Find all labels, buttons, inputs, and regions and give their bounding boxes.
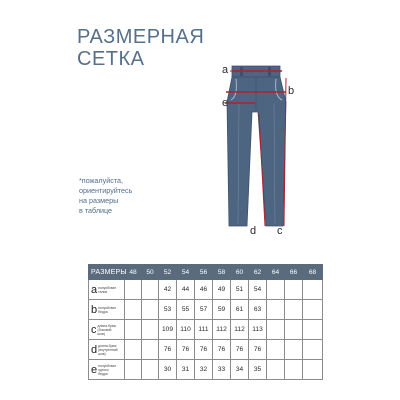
table-cell: 113 xyxy=(249,320,267,340)
table-cell: 49 xyxy=(213,280,231,300)
header-size: 62 xyxy=(249,265,267,280)
table-cell: 112 xyxy=(213,320,231,340)
table-cell: 61 xyxy=(231,300,249,320)
table-cell: 33 xyxy=(213,360,231,380)
row-letter: c xyxy=(91,323,97,336)
table-cell xyxy=(303,280,323,300)
table-cell: 42 xyxy=(159,280,177,300)
note-line: на размеры xyxy=(79,196,119,205)
table-row xyxy=(89,360,323,380)
table-cell xyxy=(303,320,323,340)
header-size: 56 xyxy=(195,265,213,280)
table-cell xyxy=(267,320,285,340)
table-cell xyxy=(285,280,303,300)
row-description: полуобхват бедра xyxy=(98,305,116,314)
pants-body xyxy=(227,77,286,226)
row-label xyxy=(89,280,125,300)
table-cell xyxy=(142,320,159,340)
header-size: 66 xyxy=(285,265,303,280)
table-cell xyxy=(142,360,159,380)
table-cell xyxy=(267,280,285,300)
table-cell xyxy=(125,340,142,360)
table-header-row xyxy=(89,265,323,280)
diagram-label-e: e xyxy=(222,97,229,109)
table-row xyxy=(89,300,323,320)
note-line: в таблице xyxy=(79,206,113,215)
table-cell: 44 xyxy=(177,280,195,300)
table-cell: 53 xyxy=(159,300,177,320)
note-line: ориентируйтесь xyxy=(79,186,133,195)
table-cell: 110 xyxy=(177,320,195,340)
size-note xyxy=(79,176,132,216)
table-cell: 35 xyxy=(249,360,267,380)
header-size: 48 xyxy=(125,265,142,280)
row-description: длина брюк (боковой шов) xyxy=(97,323,116,336)
page-title-line1: РАЗМЕРНАЯ xyxy=(77,26,205,48)
table-cell xyxy=(303,360,323,380)
note-line: *пожалуйста, xyxy=(79,176,124,185)
table-cell xyxy=(142,340,159,360)
row-description: полуобхват талии xyxy=(98,285,116,294)
table-cell: 76 xyxy=(231,340,249,360)
header-sizes-label: РАЗМЕРЫ xyxy=(89,265,125,280)
table-cell xyxy=(125,300,142,320)
table-cell: 63 xyxy=(249,300,267,320)
table-cell: 54 xyxy=(249,280,267,300)
header-size: 58 xyxy=(213,265,231,280)
table-cell: 76 xyxy=(249,340,267,360)
row-letter: d xyxy=(91,343,98,356)
table-cell: 31 xyxy=(177,360,195,380)
diagram-label-a: a xyxy=(222,64,229,76)
table-cell xyxy=(267,300,285,320)
table-cell xyxy=(303,340,323,360)
table-cell xyxy=(125,280,142,300)
table-cell: 46 xyxy=(195,280,213,300)
table-cell: 76 xyxy=(213,340,231,360)
table-cell xyxy=(142,300,159,320)
header-size: 68 xyxy=(303,265,323,280)
table-cell: 59 xyxy=(213,300,231,320)
size-table xyxy=(88,264,323,380)
table-cell: 51 xyxy=(231,280,249,300)
table-cell xyxy=(142,280,159,300)
table-cell xyxy=(125,360,142,380)
table-cell: 32 xyxy=(195,360,213,380)
row-label xyxy=(89,300,125,320)
table-cell: 30 xyxy=(159,360,177,380)
table-cell xyxy=(285,340,303,360)
table-cell xyxy=(285,320,303,340)
table-cell xyxy=(285,360,303,380)
header-size: 64 xyxy=(267,265,285,280)
table-cell: 109 xyxy=(159,320,177,340)
table-cell: 112 xyxy=(231,320,249,340)
table-cell xyxy=(285,300,303,320)
table-cell xyxy=(267,360,285,380)
diagram-label-b: b xyxy=(288,85,295,97)
row-label xyxy=(89,360,125,380)
header-size: 54 xyxy=(177,265,195,280)
table-row xyxy=(89,280,323,300)
table-cell: 55 xyxy=(177,300,195,320)
row-letter: b xyxy=(91,303,98,316)
row-letter: e xyxy=(91,363,98,376)
table-cell: 34 xyxy=(231,360,249,380)
table-row xyxy=(89,340,323,360)
row-letter: a xyxy=(91,283,98,296)
table-cell: 76 xyxy=(177,340,195,360)
page-title-line2: СЕТКА xyxy=(77,48,145,70)
table-row xyxy=(89,320,323,340)
table-cell: 76 xyxy=(159,340,177,360)
header-size: 50 xyxy=(142,265,159,280)
table-cell: 76 xyxy=(195,340,213,360)
table-cell: 111 xyxy=(195,320,213,340)
diagram-label-d: d xyxy=(250,225,257,237)
header-size: 52 xyxy=(159,265,177,280)
row-label xyxy=(89,320,125,340)
table-cell xyxy=(303,300,323,320)
row-label xyxy=(89,340,125,360)
table-cell: 57 xyxy=(195,300,213,320)
table-cell xyxy=(267,340,285,360)
diagram-label-c: c xyxy=(277,225,283,237)
header-size: 60 xyxy=(231,265,249,280)
row-description: полуобхват одного бедра xyxy=(98,363,116,376)
row-description: длина брюк (внутренний шов) xyxy=(98,343,118,356)
table-cell xyxy=(125,320,142,340)
